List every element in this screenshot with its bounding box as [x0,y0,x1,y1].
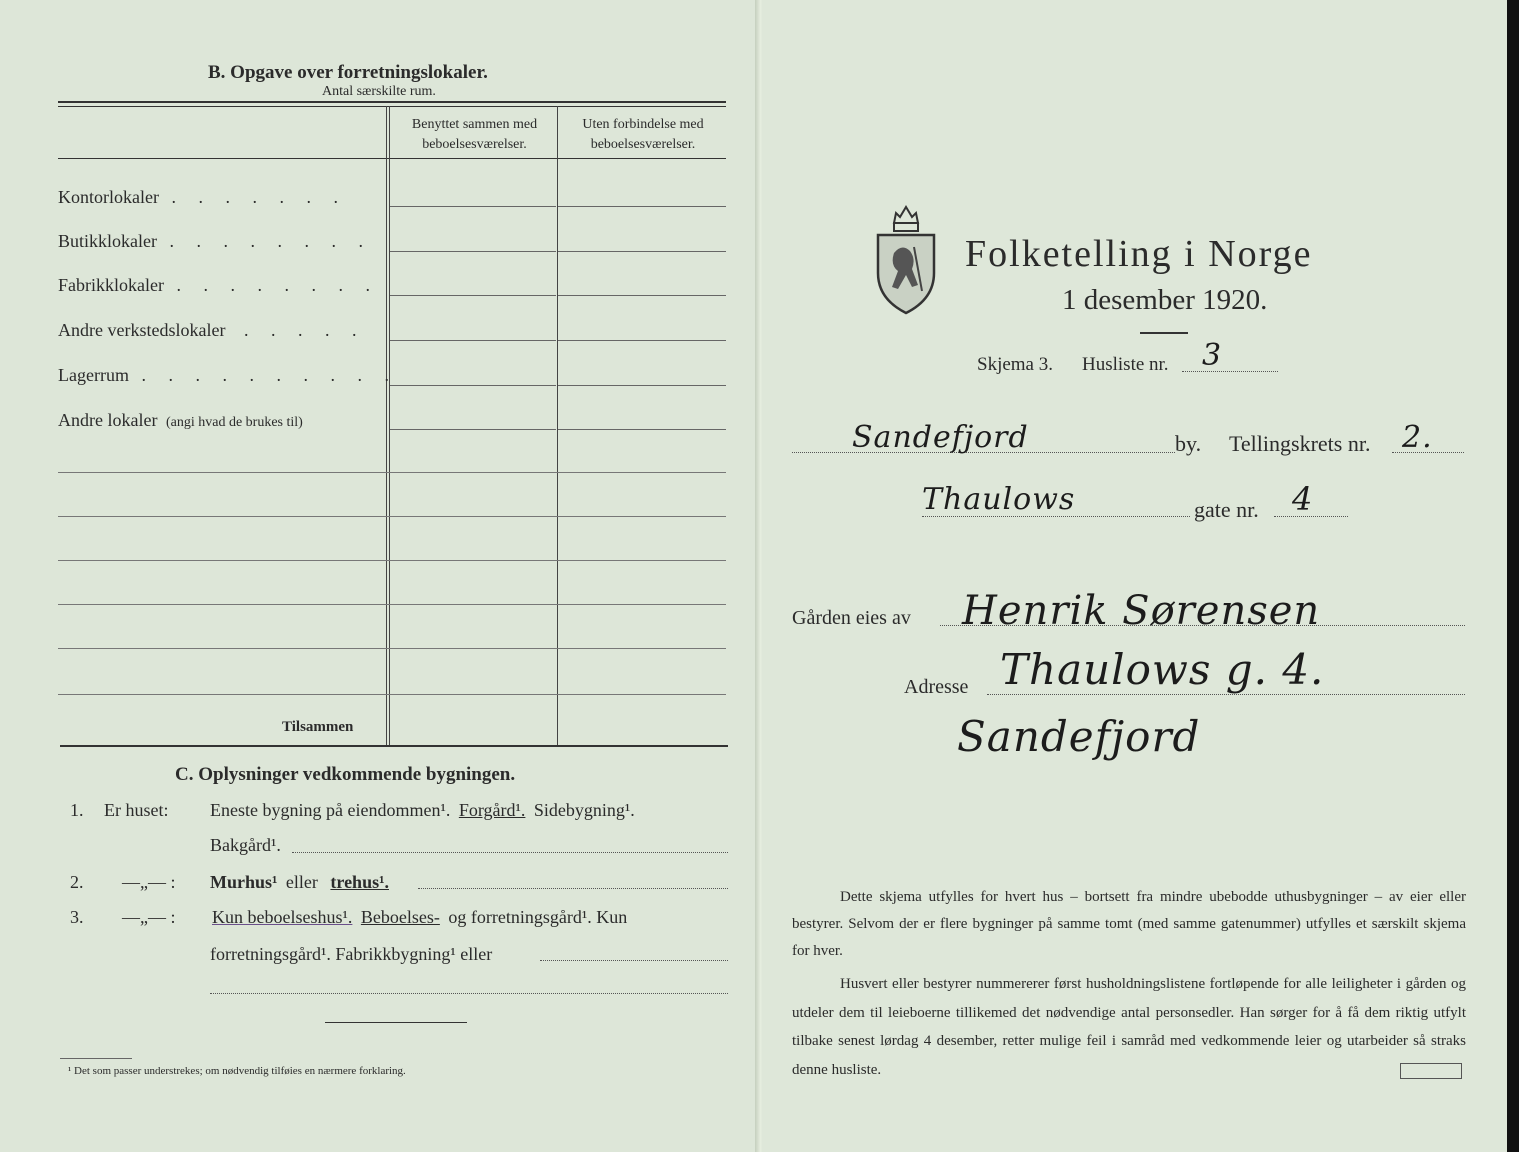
item2-fill-line [418,888,728,889]
item3-text [212,907,627,928]
item3-line2: forretningsgård¹. Fabrikkbygning¹ eller [210,944,493,964]
col1-header-line1: Benyttet sammen med [411,117,538,132]
row-label-lager [58,365,398,386]
krets-value: 2. [1402,420,1433,455]
blank-row-rule [58,694,726,695]
gate-value: 4 [1292,480,1314,518]
row-note: (angi hvad de brukes til) [165,415,303,430]
section-b-title: B. Opgave over forretningslokaler. [208,62,488,83]
col-divider-2 [557,106,558,746]
section-c-title: C. Oplysninger vedkommende bygningen. [175,764,516,785]
item3-number: 3. [70,907,84,927]
item1-line2: Bakgård¹. [210,835,281,855]
col2-header-line1: Uten forbindelse med [582,117,704,132]
item3-fill-line [540,960,728,961]
cell-rule [390,206,556,207]
address-label: Adresse [904,676,969,698]
instructions-para-1: Dette skjema utfylles for hvert hus – bortsett fra mindre ubebodde uthusbygninger – av eier eller bestyrer. Selvom der er flere bygninger på samme tomt (med samme gatenummer) utfylles et særskilt skjema for hver. [792,889,1466,959]
husliste-label: Husliste nr. [1082,354,1169,375]
address-line1: Thaulows g. 4. [1000,645,1325,694]
row-label-text: Butikklokaler [58,231,157,251]
blank-row-rule [58,516,726,517]
row-label-andre [58,410,303,431]
form-date: 1 desember 1920. [1062,284,1268,316]
total-label: Tilsammen [282,719,354,735]
item1-option-forgard: Forgård¹. [458,800,526,820]
cell-rule [390,340,556,341]
krets-label: Tellingskrets nr. [1229,431,1371,456]
blank-row-rule [58,472,726,473]
instructions-para-2: Husvert eller bestyrer nummererer først husholdningslistene fortløpende for alle leiligheter i gården og utdeler dem til leieboerne tillikemed det nødvendige antal personsedler. Han sørger for å få dem riktig utfylt tilbake senest lørdag 4 desember, retter mulige feil i samråd med vedkommende leier og utarbeider så straks denne husliste. [792,976,1466,1078]
cell-rule [558,206,726,207]
city-label: by. [1175,431,1202,456]
row-dots: . . . . . [243,320,366,340]
item3-lead: —„— : [122,907,176,927]
row-label-fabrikk [58,275,379,296]
cell-rule [558,251,726,252]
title-rule [1140,332,1188,334]
item2-text [210,872,389,893]
row-label-text: Fabrikklokaler [58,275,164,295]
col1-header-line2: beboelsesværelser. [422,137,527,152]
right-page [762,0,1507,1152]
blank-row-rule [58,560,726,561]
row-label-butikk [58,231,372,252]
street-value: Thaulows [922,482,1076,517]
table-bottom-rule [60,745,728,747]
row-dots: . . . . . . . . [169,231,372,251]
form-title: Folketelling i Norge [965,233,1313,275]
table-top-rule [58,101,726,103]
row-label-text: Andre verkstedslokaler [58,320,226,340]
item3-option-forretningsgard: og forretningsgård¹. Kun [448,907,628,927]
cell-rule [558,429,726,430]
row-dots: . . . . . . . [171,187,347,207]
address-line [987,694,1465,695]
item2-option-murhus: Murhus¹ [210,872,278,892]
blank-row-rule [58,604,726,605]
row-dots: . . . . . . . . [176,275,379,295]
item3-option-kun-beboelseshus: Kun beboelseshus¹. [212,907,353,927]
row-label-text: Andre lokaler [58,410,158,430]
item2-eller: eller [285,872,318,892]
cell-rule [558,385,726,386]
address-line2: Sandefjord [957,712,1201,761]
item1-fill-line [292,852,728,853]
item1-option-sidebygning: Sidebygning¹. [533,800,635,820]
item1-lead: Er huset: [104,800,169,820]
item2-option-trehus: trehus¹. [330,872,389,892]
schema-label: Skjema 3. [977,354,1053,375]
cell-rule [558,340,726,341]
row-label-verksted [58,320,365,341]
col-divider-1a [386,106,387,746]
gate-label: gate nr. [1194,497,1259,522]
row-dots: . . . . . . . . . . [141,365,398,385]
item1-number: 1. [70,800,84,820]
row-label-text: Lagerrum [58,365,129,385]
item1-text [210,800,635,821]
cell-rule [558,295,726,296]
cell-rule [390,295,556,296]
section-c-end-rule [325,1022,467,1023]
husliste-value: 3 [1202,338,1223,373]
coat-of-arms-icon [872,203,940,320]
row-label-kontor [58,187,347,208]
owner-label: Gården eies av [792,607,911,629]
scan-edge [1507,0,1519,1152]
col2-header-line2: beboelsesværelser. [590,137,696,152]
item2-lead: —„— : [122,872,176,892]
cell-rule [390,385,556,386]
table-top-rule-thin [58,106,726,107]
footnote-rule [60,1058,132,1059]
section-b-subtitle: Antal særskilte rum. [322,84,436,99]
row-label-text: Kontorlokaler [58,187,159,207]
city-value: Sandefjord [852,420,1029,455]
item2-number: 2. [70,872,84,892]
owner-value: Henrik Sørensen [962,588,1321,634]
cell-rule [390,429,556,430]
header-bottom-rule [58,158,726,159]
item3-option-beboelses: Beboelses- [360,907,440,927]
item3-fill-line-2 [210,993,728,994]
husliste-line [1182,371,1278,372]
col-divider-1b [389,106,390,746]
blank-row-rule [58,648,726,649]
footnote: ¹ Det som passer understrekes; om nødvendig tilføies en nærmere forklaring. [68,1065,406,1077]
printer-stamp-icon [1400,1063,1462,1079]
item1-option-eneste: Eneste bygning på eiendommen¹. [210,800,451,820]
cell-rule [390,251,556,252]
